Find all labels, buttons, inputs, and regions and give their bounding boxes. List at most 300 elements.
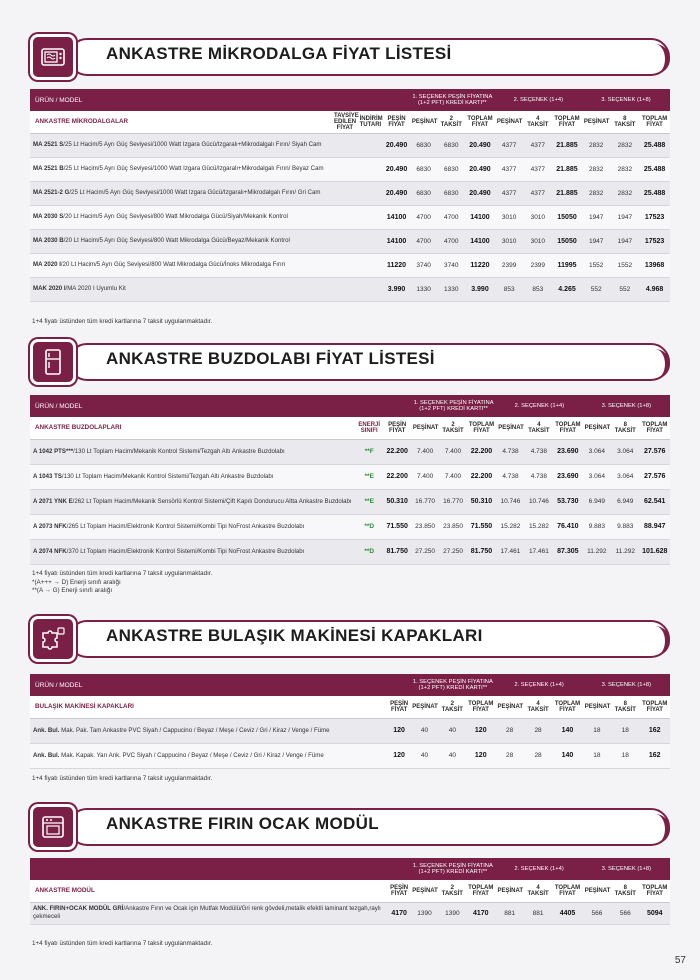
down-payment: 7.400 [411, 439, 439, 464]
total-price: 25.488 [639, 133, 670, 157]
col-down-payment: PEŞİNAT [583, 417, 611, 439]
installment: 23.850 [439, 514, 466, 539]
option-3-header: 3. SEÇENEK (1+8) [583, 395, 670, 417]
col-down-payment: PEŞİNAT [495, 696, 523, 718]
col-product-model: ÜRÜN / MODEL [30, 89, 410, 111]
down-payment: 18 [583, 743, 611, 768]
col-down-payment: PEŞİNAT [411, 417, 439, 439]
col-total: TOPLAM FİYAT [639, 417, 670, 439]
table-row [30, 229, 670, 253]
col-down-payment: PEŞİNAT [583, 880, 611, 902]
table-row [30, 439, 670, 464]
installment: 1947 [611, 229, 640, 253]
installment: 3010 [523, 229, 552, 253]
model-code: MA 2521-2 G [33, 189, 70, 197]
col-energy-class: ENERJİ SINIFI [355, 417, 383, 439]
down-payment: 6830 [410, 133, 438, 157]
microwave-icon [30, 34, 76, 80]
installment: 18 [611, 718, 639, 743]
col-2-installments: 2 TAKSİT [439, 417, 466, 439]
microwave-rows [30, 133, 670, 301]
product-spec: /265 Lt Toplam Hacim/Elektronik Kontrol Sistemi/Kombi Tipi NoFrost Ankastre Buzdolabı [66, 522, 305, 530]
col-2-installments: 2 TAKSİT [439, 696, 466, 718]
table-row [30, 253, 670, 277]
installment: 4377 [523, 133, 552, 157]
installment: 10.746 [525, 489, 553, 514]
col-total: TOPLAM FİYAT [467, 417, 496, 439]
col-down-payment: PEŞİNAT [410, 880, 438, 902]
table-row [30, 157, 670, 181]
total-price: 3.990 [465, 277, 495, 301]
extra-cell [332, 205, 358, 229]
microwave-price-table [30, 89, 670, 302]
energy-class: **F [355, 439, 383, 464]
option-1-header: 1. SEÇENEK PEŞİN FİYATINA (1+2 PFT) KREDİ KARTI** [410, 674, 495, 696]
installment: 6830 [437, 181, 465, 205]
installment: 1552 [611, 253, 640, 277]
down-payment: 2399 [495, 253, 524, 277]
installment: 2832 [611, 181, 640, 205]
col-down-payment: PEŞİNAT [495, 880, 523, 902]
energy-class: **E [355, 489, 383, 514]
col-8-installments: 8 TAKSİT [611, 880, 639, 902]
installment: 40 [439, 743, 466, 768]
product-description [30, 157, 332, 181]
installment: 28 [524, 743, 552, 768]
col-cash-price: PEŞİN FİYAT [388, 880, 410, 902]
installment: 1947 [611, 205, 640, 229]
total-price: 15050 [552, 205, 582, 229]
col-total: TOPLAM FİYAT [465, 111, 495, 133]
down-payment: 9.883 [583, 514, 611, 539]
cash-price: 22.200 [383, 464, 410, 489]
model-code: MA 2020 I [33, 261, 61, 269]
product-description [30, 743, 388, 768]
product-description [30, 205, 332, 229]
option-3-header: 3. SEÇENEK (1+8) [582, 89, 670, 111]
cash-price: 20.490 [383, 133, 410, 157]
model-code: A 2074 NFK [33, 547, 67, 555]
section-notes [32, 940, 212, 949]
section-header-refrigerator [30, 339, 670, 385]
cash-price: 120 [388, 743, 410, 768]
total-price: 162 [639, 743, 670, 768]
table-row [30, 277, 670, 301]
col-down-payment: PEŞİNAT [496, 417, 524, 439]
total-price: 11220 [465, 253, 495, 277]
section-title: ANKASTRE BULAŞIK MAKİNESİ KAPAKLARI [106, 626, 483, 645]
extra-cell [358, 181, 384, 205]
model-code: MAK 2020 I [33, 285, 66, 293]
table-row [30, 205, 670, 229]
note-line: **(A → G) Enerji sınıfı aralığı [32, 587, 113, 594]
installment: 1390 [439, 902, 466, 924]
col-cash-price: PEŞİN FİYAT [383, 417, 410, 439]
energy-class: **D [355, 539, 383, 564]
product-spec: Mak. Kapak. Yarı Ank. PVC Siyah / Cappucino / Beyaz / Meşe / Ceviz / Gri / Kiraz / Venge / Füme [59, 751, 324, 759]
puzzle-icon [30, 616, 76, 662]
model-code: MA 2521 B [33, 165, 64, 173]
total-price: 4405 [552, 902, 582, 924]
total-price: 14100 [465, 205, 495, 229]
cash-price: 20.490 [383, 181, 410, 205]
installment: 15.282 [525, 514, 553, 539]
energy-class: **D [355, 514, 383, 539]
table-row [30, 489, 670, 514]
extra-cell [332, 181, 358, 205]
down-payment: 853 [495, 277, 524, 301]
extra-cell [358, 277, 384, 301]
down-payment: 4.738 [496, 464, 524, 489]
option-3-header: 3. SEÇENEK (1+8) [583, 674, 670, 696]
cash-price: 81.750 [383, 539, 410, 564]
refrigerator-rows [30, 439, 670, 564]
col-total: TOPLAM FİYAT [466, 880, 495, 902]
col-cash-price: PEŞİN FİYAT [388, 696, 410, 718]
col-4-installments: 4 TAKSİT [523, 111, 552, 133]
product-description [30, 718, 388, 743]
total-price: 88.947 [639, 514, 670, 539]
down-payment: 4377 [495, 157, 524, 181]
extra-cell [358, 229, 384, 253]
down-payment: 40 [410, 743, 438, 768]
down-payment: 4700 [410, 205, 438, 229]
product-description [30, 133, 332, 157]
product-description [30, 514, 355, 539]
section-title: ANKASTRE MİKRODALGA FİYAT LİSTESİ [106, 44, 452, 63]
installment: 3.064 [611, 439, 639, 464]
total-price: 120 [466, 718, 495, 743]
refrigerator-price-table [30, 395, 670, 565]
installment: 881 [524, 902, 552, 924]
note-line: 1+4 fiyatı üstünden tüm kredi kartlarına 7 taksit uygulanmaktadır. [32, 318, 213, 325]
cash-price: 14100 [383, 229, 410, 253]
section-notes [32, 318, 212, 327]
installment: 566 [611, 902, 639, 924]
model-code: A 2073 NFK [33, 522, 67, 530]
col-8-installments: 8 TAKSİT [611, 417, 639, 439]
total-price: 23.690 [553, 464, 582, 489]
down-payment: 3.064 [583, 439, 611, 464]
down-payment: 27.250 [411, 539, 439, 564]
down-payment: 2832 [582, 133, 611, 157]
col-product-model [30, 858, 410, 880]
extra-cell [332, 133, 358, 157]
total-price: 23.690 [553, 439, 582, 464]
extra-cell [358, 133, 384, 157]
model-code: A 1042 PTS*** [33, 447, 74, 455]
category-label: ANKASTRE MODÜL [30, 880, 388, 902]
col-product-model: ÜRÜN / MODEL [30, 674, 410, 696]
col-total: TOPLAM FİYAT [553, 417, 582, 439]
col-down-payment: PEŞİNAT [582, 111, 611, 133]
model-code: A 1043 TS [33, 472, 62, 480]
col-recommended-price: TAVSİYE EDİLEN FİYAT [332, 111, 358, 133]
total-price: 4170 [466, 902, 495, 924]
total-price: 76.410 [553, 514, 582, 539]
product-description [30, 181, 332, 205]
down-payment: 28 [495, 743, 523, 768]
down-payment: 1947 [582, 229, 611, 253]
down-payment: 6830 [410, 181, 438, 205]
product-description [30, 439, 355, 464]
table-row [30, 902, 670, 924]
down-payment: 15.282 [496, 514, 524, 539]
total-price: 20.490 [465, 133, 495, 157]
product-spec: Mak. Pak. Tam Ankastre PVC Siyah / Cappucino / Beyaz / Meşe / Ceviz / Gri / Kiraz / Venge / Füme [59, 726, 330, 734]
model-code: MA 2030 B [33, 237, 64, 245]
down-payment: 3740 [410, 253, 438, 277]
model-code: Ank. Bul. [33, 751, 60, 759]
total-price: 27.576 [639, 439, 670, 464]
installment: 4377 [523, 181, 552, 205]
installment: 17.461 [525, 539, 553, 564]
down-payment: 566 [583, 902, 611, 924]
col-4-installments: 4 TAKSİT [525, 417, 553, 439]
total-price: 4.265 [552, 277, 582, 301]
col-total: TOPLAM FİYAT [639, 696, 670, 718]
installment: 40 [439, 718, 466, 743]
extra-cell [358, 205, 384, 229]
section-title: ANKASTRE BUZDOLABI FİYAT LİSTESİ [106, 349, 435, 368]
product-spec: /130 Lt Toplam Hacim/Mekanik Kontrol Sistemi/Tezgah Altı Ankastre Buzdolabı [73, 447, 285, 455]
table-row [30, 539, 670, 564]
table-head-row [30, 89, 670, 111]
section-title: ANKASTRE FIRIN OCAK MODÜL [106, 814, 379, 833]
col-down-payment: PEŞİNAT [583, 696, 611, 718]
note-line: 1+4 fiyatı üstünden tüm kredi kartlarına 7 taksit uygulanmaktadır. [32, 940, 213, 947]
product-description [30, 489, 355, 514]
refrigerator-icon [30, 339, 76, 385]
total-price: 81.750 [467, 539, 496, 564]
total-price: 21.885 [552, 133, 582, 157]
total-price: 50.310 [467, 489, 496, 514]
total-price: 20.490 [465, 157, 495, 181]
table-row [30, 743, 670, 768]
installment: 853 [523, 277, 552, 301]
oven-module-price-table [30, 858, 670, 925]
page-number: 57 [674, 955, 686, 966]
installment: 18 [611, 743, 639, 768]
installment: 7.400 [439, 464, 466, 489]
product-description [30, 277, 332, 301]
total-price: 17523 [639, 229, 670, 253]
installment: 4700 [437, 205, 465, 229]
installment: 9.883 [611, 514, 639, 539]
table-subhead-row [30, 111, 670, 133]
model-code: A 2071 YNK E [33, 497, 73, 505]
cash-price: 71.550 [383, 514, 410, 539]
down-payment: 28 [495, 718, 523, 743]
down-payment: 11.292 [583, 539, 611, 564]
product-spec: /25 Lt Hacim/5 Ayrı Güç Seviyesi/1000 Watt Izgara Gücü/Izgaralı+Mikrodalgalı Fırın/ Beyaz Cam [63, 165, 324, 173]
cash-price: 3.990 [383, 277, 410, 301]
product-description [30, 464, 355, 489]
down-payment: 10.746 [496, 489, 524, 514]
product-description [30, 253, 332, 277]
table-subhead-row [30, 417, 670, 439]
col-8-installments: 8 TAKSİT [611, 111, 640, 133]
down-payment: 4.738 [496, 439, 524, 464]
category-label: ANKASTRE BUZDOLAPLARI [30, 417, 355, 439]
total-price: 20.490 [465, 181, 495, 205]
option-1-header: 1. SEÇENEK PEŞİN FİYATINA (1+2 PFT) KREDİ KARTI** [410, 858, 495, 880]
option-2-header: 2. SEÇENEK (1+4) [495, 858, 582, 880]
total-price: 71.550 [467, 514, 496, 539]
cash-price: 4170 [388, 902, 410, 924]
col-total: TOPLAM FİYAT [466, 696, 495, 718]
table-row [30, 514, 670, 539]
total-price: 14100 [465, 229, 495, 253]
installment: 2399 [523, 253, 552, 277]
installment: 4700 [437, 229, 465, 253]
total-price: 27.576 [639, 464, 670, 489]
option-1-header: 1. SEÇENEK PEŞİN FİYATINA (1+2 PFT) KREDİ KARTI** [410, 89, 495, 111]
table-row [30, 133, 670, 157]
total-price: 22.200 [467, 439, 496, 464]
col-4-installments: 4 TAKSİT [524, 880, 552, 902]
col-4-installments: 4 TAKSİT [524, 696, 552, 718]
installment: 27.250 [439, 539, 466, 564]
installment: 6830 [437, 133, 465, 157]
installment: 4.738 [525, 439, 553, 464]
table-head-row [30, 858, 670, 880]
table-subhead-row [30, 880, 670, 902]
cash-price: 20.490 [383, 157, 410, 181]
installment: 4377 [523, 157, 552, 181]
total-price: 87.305 [553, 539, 582, 564]
dishwasher-panel-rows [30, 718, 670, 768]
product-description [30, 539, 355, 564]
installment: 11.292 [611, 539, 639, 564]
total-price: 15050 [552, 229, 582, 253]
note-line: *(A+++ → D) Enerji sınıfı aralığı [32, 578, 121, 586]
installment: 2832 [611, 157, 640, 181]
col-total: TOPLAM FİYAT [639, 880, 670, 902]
down-payment: 2832 [582, 181, 611, 205]
product-description [30, 902, 388, 924]
category-label: BULAŞIK MAKİNESİ KAPAKLARI [30, 696, 388, 718]
option-2-header: 2. SEÇENEK (1+4) [496, 395, 582, 417]
section-notes [32, 775, 212, 784]
total-price: 5094 [639, 902, 670, 924]
installment: 6830 [437, 157, 465, 181]
table-subhead-row [30, 696, 670, 718]
col-discount: İNDİRİM TUTARI [358, 111, 384, 133]
extra-cell [358, 157, 384, 181]
total-price: 140 [552, 743, 582, 768]
extra-cell [332, 253, 358, 277]
total-price: 53.730 [553, 489, 582, 514]
col-down-payment: PEŞİNAT [495, 111, 524, 133]
cash-price: 14100 [383, 205, 410, 229]
total-price: 120 [466, 743, 495, 768]
model-code: MA 2030 S [33, 213, 64, 221]
product-spec: /262 Lt Toplam Hacim/Mekanik Sensörlü Kontrol Sistemi/Çift Kapılı Dondurucu Altta Ankastre Buzdolabı [72, 497, 352, 505]
product-spec: /Ankastre Fırın ve Ocak için Mutfak Modülü/Gri renk gövdeli,metalik efektli laminant tezgah,raylı çekmeceli [33, 905, 381, 920]
oven-module-icon [30, 804, 76, 850]
down-payment: 2832 [582, 157, 611, 181]
down-payment: 3010 [495, 205, 524, 229]
total-price: 17523 [639, 205, 670, 229]
table-row [30, 181, 670, 205]
col-total: TOPLAM FİYAT [639, 111, 670, 133]
table-row [30, 718, 670, 743]
cash-price: 22.200 [383, 439, 410, 464]
total-price: 13968 [639, 253, 670, 277]
installment: 3740 [437, 253, 465, 277]
col-2-installments: 2 TAKSİT [437, 111, 465, 133]
col-total: TOPLAM FİYAT [552, 880, 582, 902]
extra-cell [332, 277, 358, 301]
product-spec: /25 Lt Hacim/5 Ayrı Güç Seviyesi/1000 Watt Izgara Gücü/Izgaralı+Mikrodalgalı Fırın/ Siyah Cam [63, 141, 322, 149]
down-payment: 552 [582, 277, 611, 301]
down-payment: 6.949 [583, 489, 611, 514]
product-spec: /20 Lt Hacim/5 Ayrı Güç Seviyesi/800 Watt Mikrodalga Gücü/Beyaz/Mekanik Kontrol [63, 237, 290, 245]
down-payment: 40 [410, 718, 438, 743]
down-payment: 4377 [495, 133, 524, 157]
down-payment: 1390 [410, 902, 438, 924]
product-spec: /MA 2020 I Uyumlu Kit [65, 285, 126, 293]
option-2-header: 2. SEÇENEK (1+4) [495, 89, 582, 111]
table-head-row [30, 674, 670, 696]
product-spec: /20 Lt Hacim/5 Ayrı Güç Seviyesi/800 Watt Mikrodalga Gücü/Siyah/Mekanik Kontrol [63, 213, 288, 221]
product-description [30, 229, 332, 253]
total-price: 162 [639, 718, 670, 743]
col-total: TOPLAM FİYAT [552, 696, 582, 718]
col-cash-price: PEŞİN FİYAT [383, 111, 410, 133]
model-code: ANK. FIRIN+OCAK MODÜL GRİ [33, 905, 124, 913]
section-header-dishwasher-panels [30, 616, 670, 662]
product-spec: /25 Lt Hacim/5 Ayrı Güç Seviyesi/1000 Watt Izgara Gücü/Izgaralı+Mikrodalgalı Fırın/ Gri Cam [69, 189, 321, 197]
total-price: 4.968 [639, 277, 670, 301]
down-payment: 3.064 [583, 464, 611, 489]
model-code: MA 2521 S [33, 141, 64, 149]
down-payment: 7.400 [411, 464, 439, 489]
installment: 3010 [523, 205, 552, 229]
down-payment: 4377 [495, 181, 524, 205]
installment: 6.949 [611, 489, 639, 514]
total-price: 140 [552, 718, 582, 743]
note-line: 1+4 fiyatı üstünden tüm kredi kartlarına 7 taksit uygulanmaktadır. [32, 570, 213, 577]
installment: 7.400 [439, 439, 466, 464]
down-payment: 881 [495, 902, 523, 924]
down-payment: 4700 [410, 229, 438, 253]
cash-price: 50.310 [383, 489, 410, 514]
down-payment: 16.770 [411, 489, 439, 514]
total-price: 25.488 [639, 181, 670, 205]
product-spec: /370 Lt Toplam Hacim/Elektronik Kontrol Sistemi/Kombi Tipi NoFrost Ankastre Buzdolabı [66, 547, 305, 555]
cash-price: 11220 [383, 253, 410, 277]
total-price: 21.885 [552, 157, 582, 181]
col-2-installments: 2 TAKSİT [439, 880, 466, 902]
total-price: 101.628 [639, 539, 670, 564]
col-total: TOPLAM FİYAT [552, 111, 582, 133]
col-down-payment: PEŞİNAT [410, 111, 438, 133]
section-header-oven-module [30, 804, 670, 850]
col-down-payment: PEŞİNAT [410, 696, 438, 718]
down-payment: 6830 [410, 157, 438, 181]
down-payment: 1947 [582, 205, 611, 229]
installment: 1330 [437, 277, 465, 301]
total-price: 21.885 [552, 181, 582, 205]
col-product-model: ÜRÜN / MODEL [30, 395, 411, 417]
category-label: ANKASTRE MİKRODALGALAR [30, 111, 332, 133]
total-price: 22.200 [467, 464, 496, 489]
cash-price: 120 [388, 718, 410, 743]
down-payment: 3010 [495, 229, 524, 253]
section-header-microwave [30, 34, 670, 80]
